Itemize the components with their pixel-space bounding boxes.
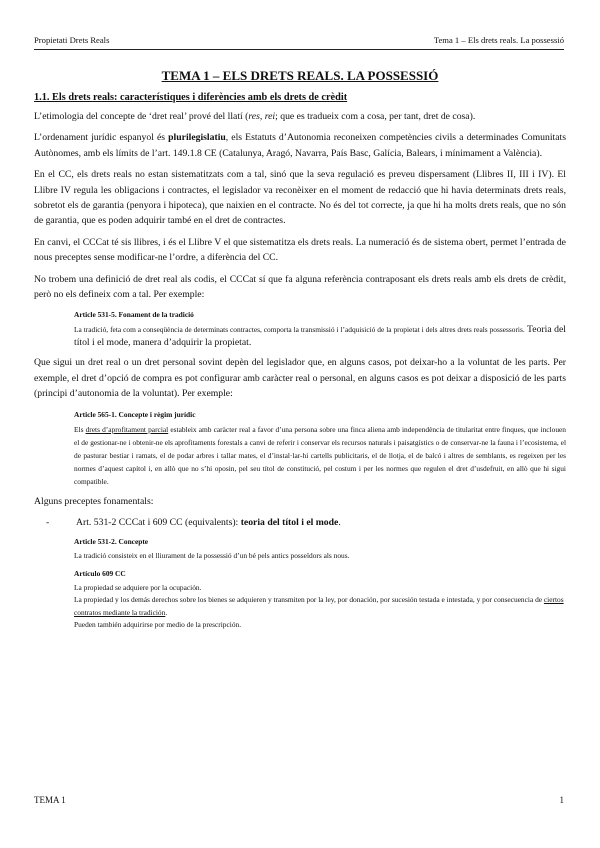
p2-bold: plurilegislatiu: [168, 132, 226, 144]
bullet-item: [46, 515, 566, 530]
paragraph-real-or-personal: Que sigui un dret real o un dret personal sovint depèn del legislador que, en alguns casos, pot deixar-ho a la voluntat de les parts. Per exemple, el dret d’opció de compra es pot configurar amb caràcter real o personal, en alguns casos es pot deixar a disposició de les parts (principi d’autonomia de la voluntat). Per exemple:: [34, 357, 566, 400]
document-body: [34, 92, 566, 638]
article-531-5-title: Article 531-5. Fonament de la tradició: [74, 310, 194, 320]
article-609: [34, 568, 566, 632]
article-565-1-underlined: drets d’aprofitament parcial: [85, 424, 169, 434]
paragraph-legislation: [34, 130, 566, 161]
article-565-1-title: Article 565-1. Concepte i règim jurídic: [74, 409, 196, 419]
bullet-bold: teoria del títol i el mode: [240, 517, 339, 529]
paragraph-definition: No trobem una definició de dret real als codis, el CCCat sí que fa alguna referència contraposant els drets reals amb els drets de crèdit, però no els defineix com a tal. Per exemple:: [34, 273, 566, 301]
bullet-dash: -: [46, 517, 50, 529]
footer-page-number: 1: [559, 795, 564, 805]
bullet-post: .: [338, 517, 341, 529]
section-heading: 1.1. Els drets reals: característiques i diferències amb els drets de crèdit: [34, 92, 348, 103]
article-609-line-3: Pueden también adquirirse por medio de la prescripción.: [74, 620, 242, 630]
paragraph-etymology: [34, 109, 566, 124]
article-609-line-2-underlined: ciertos contratos mediante la tradición: [74, 595, 564, 617]
document-title: TEMA 1 – ELS DRETS REALS. LA POSSESSIÓ: [161, 68, 439, 83]
footer-left: TEMA 1: [34, 795, 66, 805]
paragraph-cccat: En canvi, el CCCat té sis llibres, i és el Llibre V el que sistematitza els drets reals. La numeració és de sistema obert, permet l’entrada de nous preceptes sense modificar-ne l’ordre, a diferència del CC.: [34, 236, 566, 264]
article-531-5-text: La tradició, feta com a conseqüència de determinats contractes, comporta la transmissió i l’adquisició de la propietat i dels altres drets reals possessoris.: [74, 325, 525, 335]
bullet-text: [76, 515, 341, 530]
article-531-5: [34, 308, 566, 349]
article-609-title: Artículo 609 CC: [74, 569, 126, 579]
p2-post: , els Estatuts d’Autonomia reconeixen competències civils a determinades Comunitats Autònomes, amb els límits de l’art. 149.1.8 CE (Catalunya, Aragó, Navarra, País Basc, Galícia, Balears, i mínimament a València).: [34, 132, 566, 159]
article-531-2-text: La tradició consisteix en el lliurament de la possessió d’un bé pels antics posseïdors als nous.: [74, 550, 350, 560]
article-565-1: [34, 408, 566, 488]
bullet-pre: Art. 531-2 CCCat i 609 CC (equivalents):: [76, 517, 241, 529]
article-609-line-2: [74, 594, 566, 619]
paragraph-precepts: Alguns preceptes fonamentals:: [34, 495, 154, 507]
article-565-1-text: estableix amb caràcter real a favor d’una persona sobre una finca aliena amb independència de titularitat entre finques, que inclouen el de gestionar-ne i obtenir-ne els aprofitaments forestals a canvi de referir i conservar els recursos naturals i paisatgístics o de conservar-ne la fauna i l’ecosistema, el de pasturar bestiar i ramats, el de podar arbres i tallar mates, el d’instal·lar-hi cartells publicitaris, el de llotja, el de balcó i altres de semblants, es regeixen per les normes d’aquest capítol i, en allò que no s’hi oposin, pel seu títol de constitució, pel costum i per les normes que regulen el dret d’usdefruit, en allò que hi sigui compatible.: [74, 424, 566, 486]
header-right: Tema 1 – Els drets reals. La possessió: [433, 35, 564, 45]
p2-pre: L’ordenament jurídic espanyol és: [34, 132, 169, 144]
article-609-line-2-post: .: [165, 607, 168, 617]
article-531-2: [34, 536, 566, 562]
header-left: Propietati Drets Reals: [34, 35, 110, 45]
paragraph-cc: En el CC, els drets reals no estan sistematitzats com a tal, sinó que la seva regulació es preveu dispersament (Llibres II, III i IV). El Llibre IV regula les obligacions i contractes, el legislador va reconèixer en el moment de redacció que hi havia determinats drets reals, sobretot els de garantia (penyora i hipoteca), que naixien en el contracte. No és del tot correcte, ja que hi ha molts drets reals, que no són de garantia, que es poden adquirir també en el dret de contractes.: [34, 169, 566, 227]
p1-pre: L’etimologia del concepte de ‘dret real’ prové del llatí (: [34, 111, 249, 122]
article-531-5-tail: Teoria del títol i el mode, manera d’adquirir la propietat.: [74, 324, 566, 349]
article-565-1-pre: Els: [74, 424, 86, 434]
article-609-line-2-pre: La propiedad y los demás derechos sobre los bienes se adquieren y transmiten por la ley, por donación, por sucesión testada e intestada, y por consecuencia de: [74, 595, 544, 605]
page-header: [34, 35, 564, 50]
article-609-line-1: La propiedad se adquiere por la ocupación.: [74, 582, 202, 592]
p1-italic: res, rei: [248, 111, 276, 122]
p1-post: ; que es tradueix com a cosa, per tant, dret de cosa).: [275, 111, 476, 122]
article-531-2-title: Article 531-2. Concepte: [74, 537, 149, 547]
